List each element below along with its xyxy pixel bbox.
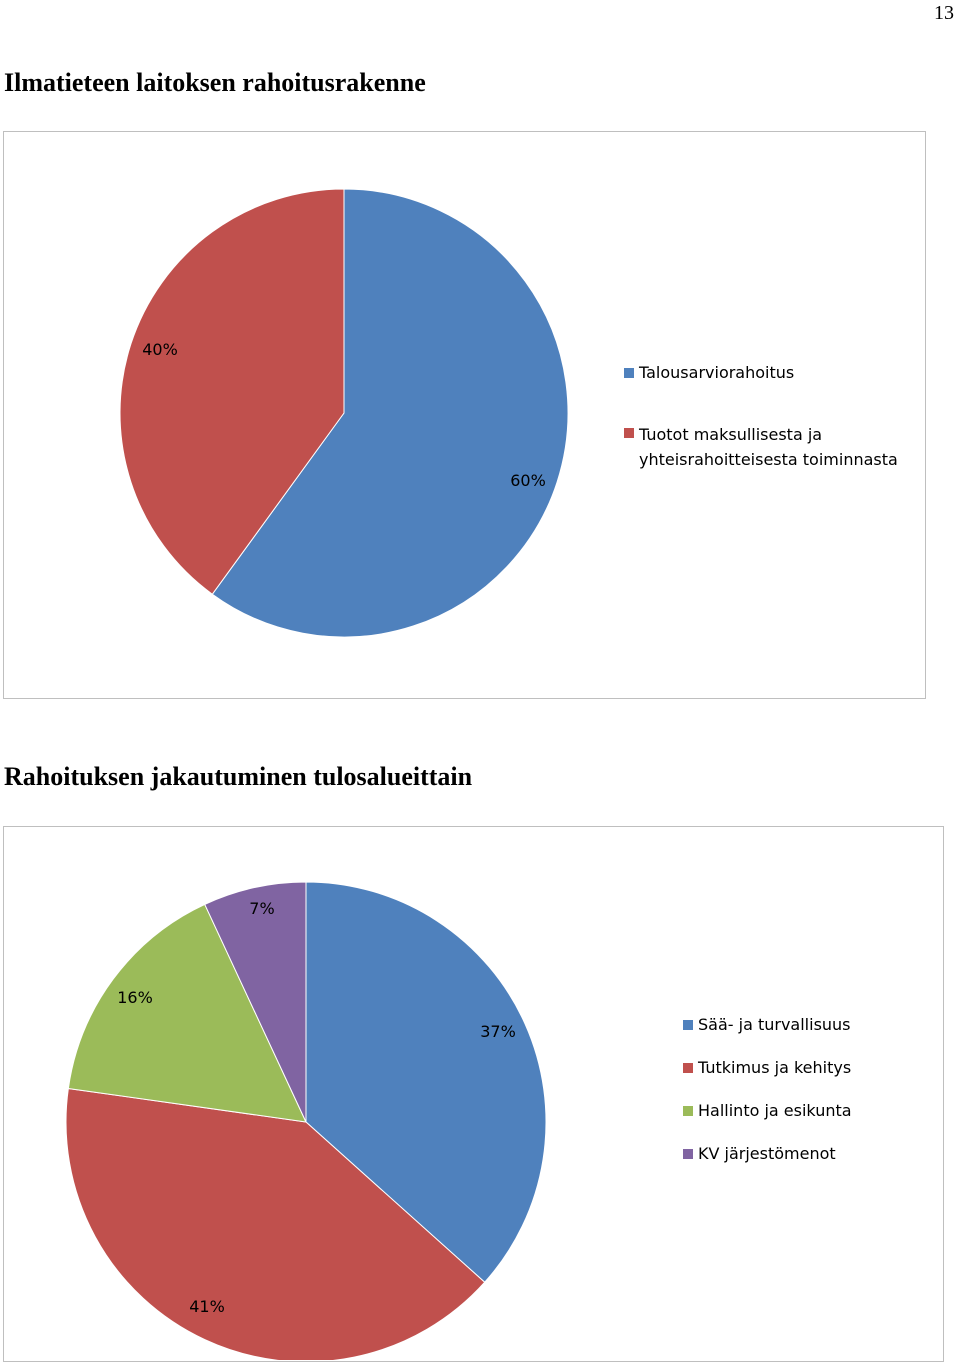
data-label: 41%: [189, 1297, 225, 1316]
data-label: 60%: [510, 471, 546, 490]
legend-label: Talousarviorahoitus: [639, 363, 795, 382]
funding-structure-title: Ilmatieteen laitoksen rahoitusrakenne: [4, 68, 426, 97]
legend-item-weather-safety: [683, 1014, 933, 1036]
funding-distribution-title: Rahoituksen jakautuminen tulosalueittain: [4, 762, 473, 791]
legend-swatch: [624, 428, 634, 438]
data-label: 7%: [249, 899, 275, 918]
legend-label: KV järjestömenot: [698, 1144, 836, 1163]
funding-structure-chart: [3, 131, 926, 699]
legend-swatch: [683, 1149, 693, 1159]
funding-structure-legend: [624, 362, 909, 510]
legend-swatch: [683, 1106, 693, 1116]
legend-item-budget-funding: [624, 362, 909, 384]
data-label: 37%: [480, 1022, 516, 1041]
legend-item-administration: [683, 1100, 933, 1122]
legend-swatch: [683, 1020, 693, 1030]
legend-label: Tuotot maksullisesta ja yhteisrahoitteisesta toiminnasta: [639, 425, 898, 469]
legend-item-paid-services-revenue: [624, 422, 909, 472]
legend-label: Hallinto ja esikunta: [698, 1101, 852, 1120]
legend-swatch: [624, 368, 634, 378]
funding-distribution-legend: [683, 1014, 933, 1186]
funding-distribution-chart: [3, 826, 944, 1362]
page-number: 13: [934, 2, 954, 24]
data-label: 16%: [117, 988, 153, 1007]
legend-swatch: [683, 1063, 693, 1073]
legend-label: Sää- ja turvallisuus: [698, 1015, 851, 1034]
legend-label: Tutkimus ja kehitys: [698, 1058, 852, 1077]
data-label: 40%: [142, 340, 178, 359]
legend-item-international-fees: [683, 1143, 933, 1165]
legend-item-research-development: [683, 1057, 933, 1079]
